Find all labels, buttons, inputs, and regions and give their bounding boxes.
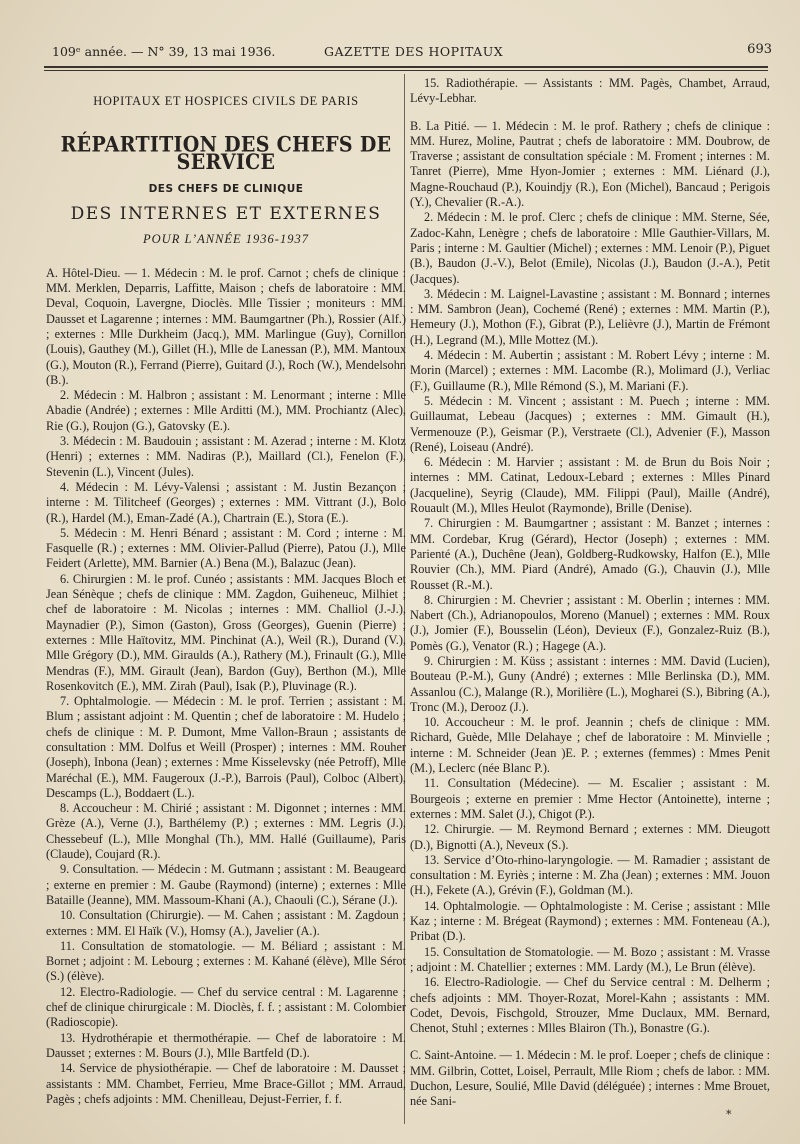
paragraph: 6. Chirurgien : M. le prof. Cunéo ; assistants : MM. Jacques Bloch et Jean Sénèque ; chefs de clinique : MM. Zagdon, Guiheneuc, Milhiet ; chef de laboratoire : M. Nicolas ; internes : MM. Challiol (J.-J.), Maynadier (P.), Simon (Gaston), Gross (Georges), Guenin (Pierre) ; externes : Mlle Haïtovitz, MM. Pinchinat (A.), Weil (R.), Durand (V.), Mlle Grégory (D.), MM. Giraulds (A.), Rathery (M.), Frinault (G.), Mlle Mendras (F.), MM. Girault (Jean), Bardon (Guy), Berthon (M.), Mlle Rosenkovitch (E.), MM. Zirah (Paul), Isak (P.), Pluvinage (R.). (46, 571, 406, 693)
paragraph: 16. Electro-Radiologie. — Chef du Service central : M. Delherm ; chefs adjoints : MM. Thoyer-Rozat, Morel-Kahn ; assistants : MM. Codet, Devois, Fischgold, Strouzer, Mme Duclaux, MM. Bernard, Chenot, Stuhl ; externes : Mlles Blairon (Th.), Bonastre (G.). (410, 975, 770, 1036)
paragraph: 11. Consultation (Médecine). — M. Escalier ; assistant : M. Bourgeois ; externe en premier : Mme Hector (Antoinette), interne ; externes : MM. Salet (J.), Chigot (P.). (410, 776, 770, 821)
right-paragraphs (410, 76, 770, 1110)
subtitle-internes: DES INTERNES ET EXTERNES (70, 204, 382, 225)
page-header (44, 40, 772, 62)
left-paragraphs (46, 266, 406, 1107)
page-number: 693 (747, 42, 772, 57)
main-title: RÉPARTITION DES CHEFS DE SERVICE (60, 132, 392, 176)
paragraph: 6. Médecin : M. Harvier ; assistant : M. de Brun du Bois Noir ; internes : MM. Catinat, Ledoux-Lebard ; externes : Mlles Pinard (Jacqueline), Seyrig (Claude), MM. Filippi (Paul), Maille (André), Rouault (M.), Mlles Heulot (Raymonde), Brille (Denise). (410, 455, 770, 516)
paragraph: 3. Médecin : M. Laignel-Lavastine ; assistant : M. Bonnard ; internes : MM. Sambron (Jean), Cochemé (René) ; externes : MM. Martin (P.), Hemeury (J.), Mothon (F.), Gibrat (P.), Lelièvre (J.), Martin de Frémont (H.), Legrand (M.), Mlle Mottez (M.). (410, 286, 770, 347)
title-block (46, 94, 406, 248)
paragraph: 9. Consultation. — Médecin : M. Gutmann ; assistant : M. Beaugeard ; externe en premier : M. Gaube (Raymond) (interne) ; externes : Mlle Bataille (Jeanne), MM. Massoum-Khani (A.), Chaouli (C.), Sérane (J.). (46, 862, 406, 907)
paragraph: 9. Chirurgien : M. Küss ; assistant : internes : MM. David (Lucien), Bouteau (P.-M.), Guny (André) ; externes : Mlle Berlinska (D.), MM. Assanlou (C.), Malange (R.), Morilière (L.), Mogharei (S.), Bibring (A.), Tronc (M.), Derooz (J.). (410, 653, 770, 714)
paragraph: 3. Médecin : M. Baudouin ; assistant : M. Azerad ; interne : M. Klotz (Henri) ; externes : MM. Nadiras (P.), Maillard (Cl.), Fenelon (F.), Stevenin (L.), Vincent (Jules). (46, 434, 406, 479)
paragraph: 13. Hydrothérapie et thermothérapie. — Chef de laboratoire : M. Dausset ; externes : M. Bours (J.), Mlle Bartfeld (D.). (46, 1030, 406, 1060)
paragraph: 15. Consultation de Stomatologie. — M. Bozo ; assistant : M. Vrasse ; adjoint : M. Chatellier ; externes : MM. Lardy (M.), Le Brun (élève). (410, 944, 770, 974)
paragraph: 5. Médecin : M. Henri Bénard ; assistant : M. Cord ; interne : M. Fasquelle (R.) ; externes : MM. Olivier-Pallud (Pierre), Patou (J.), Mlle Feidert (Arlette), MM. Barnier (A.) Bena (M.), Balazuc (Jean). (46, 525, 406, 571)
paragraph: 14. Ophtalmologie. — Ophtalmologiste : M. Cerise ; assistant : Mlle Kaz ; interne : M. Brégeat (Raymond) ; externes : MM. Fonteneau (A.), Pribat (D.). (410, 898, 770, 944)
footer-mark: * (726, 1108, 732, 1121)
paragraph: 14. Service de physiothérapie. — Chef de laboratoire : M. Dausset ; assistants : MM. Chambet, Ferrieu, Mme Brace-Gillot ; MM. Arraud, Pagès ; chefs adjoints : MM. Chenilleau, Dejust-Ferrier, f. f. (46, 1061, 406, 1106)
paragraph: 8. Chirurgien : M. Chevrier ; assistant : M. Oberlin ; internes : MM. Nabert (Ch.), Adrianopoulos, Moreno (Manuel) ; externes : MM. Roux (J.), Jomier (F.), Bousselin (Léon), Devieux (F.), Gonzalez-Ruiz (B.), Pomès (G.), Venator (R.) ; Hagege (A.). (410, 592, 770, 653)
paragraph: 11. Consultation de stomatologie. — M. Béliard ; assistant : M. Bornet ; adjoint : M. Lebourg ; externes : M. Kahané (élève), Mlle Sérot (S.) (élève). (46, 938, 406, 984)
paragraph: 7. Ophtalmologie. — Médecin : M. le prof. Terrien ; assistant : M. Blum ; assistant adjoint : M. Quentin ; chef de laboratoire : M. Hudelo ; chefs de clinique : M. P. Dumont, Mme Vallon-Braun ; assistants de consultation : MM. Dolfus et Weill (Prosper) ; internes : MM. Rouher (Joseph), Inbona (Jean) ; externes : Mme Kisselevsky (née Petroff), Mlle Maréchal (E.), MM. Faugeroux (J.-P.), Barrois (Paul), Colboc (Albert), Descamps (L.), Boddaert (L.). (46, 694, 406, 800)
paragraph: A. Hôtel-Dieu. — 1. Médecin : M. le prof. Carnot ; chefs de clinique : MM. Merklen, Deparris, Laffitte, Maison ; chefs de laboratoire : MM. Deval, Coquoin, Lavergne, Dioclès. Mlle Tissier ; moniteurs : MM. Dausset et Lagarenne ; internes : MM. Baumgartner (Ph.), Rossier (Alf.) ; externes : Mlle Durkheim (Jacq.), MM. Marlingue (Guy), Cornillon (Louis), Gauthey (M.), Gillet (H.), Mlle de Lanessan (P.), MM. Mantoux (G.), Mouton (R.), Ferrand (Pierre), Guitard (J.), Roch (W.), Mendelsohn (B.). (46, 265, 406, 387)
subtitle-chefs: DES CHEFS DE CLINIQUE (148, 182, 304, 195)
paragraph: 5. Médecin : M. Vincent ; assistant : M. Puech ; interne : MM. Guillaumat, Lebeau (Jacques) ; externes : MM. Gimault (H.), Vermenouze (P.), Geismar (P.), Verstraete (Cl.), Advenier (F.), Masson (René), Loiseau (André). (410, 393, 770, 454)
hospitals-heading: HOPITAUX ET HOSPICES CIVILS DE PARIS (93, 94, 359, 108)
paragraph: 12. Electro-Radiologie. — Chef du service central : M. Lagarenne ; chef de clinique chirurgicale : M. Dioclès, f. f. ; assistant : M. Colombier (Radioscopie). (46, 984, 406, 1030)
right-column (410, 76, 770, 1110)
journal-title: GAZETTE DES HOPITAUX (324, 44, 504, 59)
header-rule (44, 66, 768, 68)
paragraph: 4. Médecin : M. Lévy-Valensi ; assistant : M. Justin Bezançon ; interne : M. Tilitcheef (Georges) ; externes : MM. Vittrant (J.), Bolo (R.), Hardel (M.), Eman-Zadé (A.), Chartrain (E.), Stora (E.). (46, 479, 406, 525)
paragraph: 8. Accoucheur : M. Chirié ; assistant : M. Digonnet ; internes : MM. Grèze (A.), Verne (J.), Barthélemy (P.) ; externes : MM. Legris (J.), Chessebeuf (L.), Mlle Monghal (Th.), MM. Hallé (Guillaume), Paris (Claude), Coujard (R.). (46, 801, 406, 862)
paragraph: 13. Service d’Oto-rhino-laryngologie. — M. Ramadier ; assistant de consultation : M. Eyriès ; interne : M. Zha (Jean) ; externes : MM. Jouon (H.), Fekete (A.), Grévin (F.), Goldman (M.). (410, 852, 770, 898)
paragraph: 7. Chirurgien : M. Baumgartner ; assistant : M. Banzet ; internes : MM. Cordebar, Krug (Gérard), Hector (Joseph) ; externes : MM. Parienté (A.), Duchêne (Jean), Goldberg-Rudkowsky, Halfon (E.), Mlle Rouvier (Ch.), MM. Piard (André), Amado (G.), Chauvin (J.), Mlle Rousset (R.-M.). (410, 516, 770, 592)
paragraph: 4. Médecin : M. Aubertin ; assistant : M. Robert Lévy ; interne : M. Morin (Marcel) ; externes : MM. Lacombe (R.), Molimard (J.), Verliac (F.), Guillaume (R.), Mlle Rémond (S.), M. Mariani (F.). (410, 348, 770, 393)
header-rule-thin (44, 70, 768, 71)
paragraph: C. Saint-Antoine. — 1. Médecin : M. le prof. Loeper ; chefs de clinique : MM. Gilbrin, Cottet, Loisel, Perrault, Mlle Riom ; chefs de labor. : MM. Duchon, Lesure, Soulié, Mlle David (déléguée) ; internes : Mme Brouet, née Sani- (410, 1048, 770, 1109)
year-line: POUR L’ANNÉE 1936-1937 (143, 232, 309, 247)
paragraph: 15. Radiothérapie. — Assistants : MM. Pagès, Chambet, Arraud, Lévy-Lebhar. (410, 76, 770, 106)
paragraph: 2. Médecin : M. le prof. Clerc ; chefs de clinique : MM. Sterne, Sée, Zadoc-Kahn, Lenègre ; chefs de laboratoire : Mlle Gauthier-Villars, M. Paris ; interne : M. Gaultier (Michel) ; externes : MM. Lenoir (P.), Piguet (B.), Baudon (J.-V.), Belot (Emile), Nicolas (J.), Baudon (J.-A.), Petit (Jacques). (410, 210, 770, 286)
issue-info: 109ᵉ année. — N° 39, 13 mai 1936. (52, 44, 276, 59)
paragraph: 12. Chirurgie. — M. Reymond Bernard ; externes : MM. Dieugott (D.), Bignotti (A.), Neveux (S.). (410, 822, 770, 852)
paragraph: 10. Consultation (Chirurgie). — M. Cahen ; assistant : M. Zagdoun ; externes : MM. El Haïk (V.), Homsy (A.), Javelier (A.). (46, 908, 406, 938)
paragraph: 2. Médecin : M. Halbron ; assistant : M. Lenormant ; interne : Mlle Abadie (Andrée) ; externes : Mlle Arditti (M.), MM. Prochiantz (Alec), Rie (G.), Roujon (G.), Gatovsky (E.). (46, 388, 406, 433)
paragraph: B. La Pitié. — 1. Médecin : M. le prof. Rathery ; chefs de clinique : MM. Hurez, Moline, Pautrat ; chefs de laboratoire : MM. Doubrow, de Traverse ; assistant de consultation spéciale : M. Froment ; internes : M. Tanret (Pierre), Mme Hyon-Jomier ; externes : MM. Liénard (J.), Magne-Rouchaud (P.), Kouindjy (R.), Eon (Michel), Bancaud ; Perigois (Y.), Chevalier (R.-A.). (410, 118, 770, 210)
paragraph: 10. Accoucheur : M. le prof. Jeannin ; chefs de clinique : MM. Richard, Guède, Mlle Delahaye ; chef de laboratoire : M. Minvielle ; interne : M. Schneider (Jean )E. P. ; externes (femmes) : Mmes Penit (M.), Leclerc (née Blanc P.). (410, 715, 770, 776)
left-column (46, 76, 406, 1107)
